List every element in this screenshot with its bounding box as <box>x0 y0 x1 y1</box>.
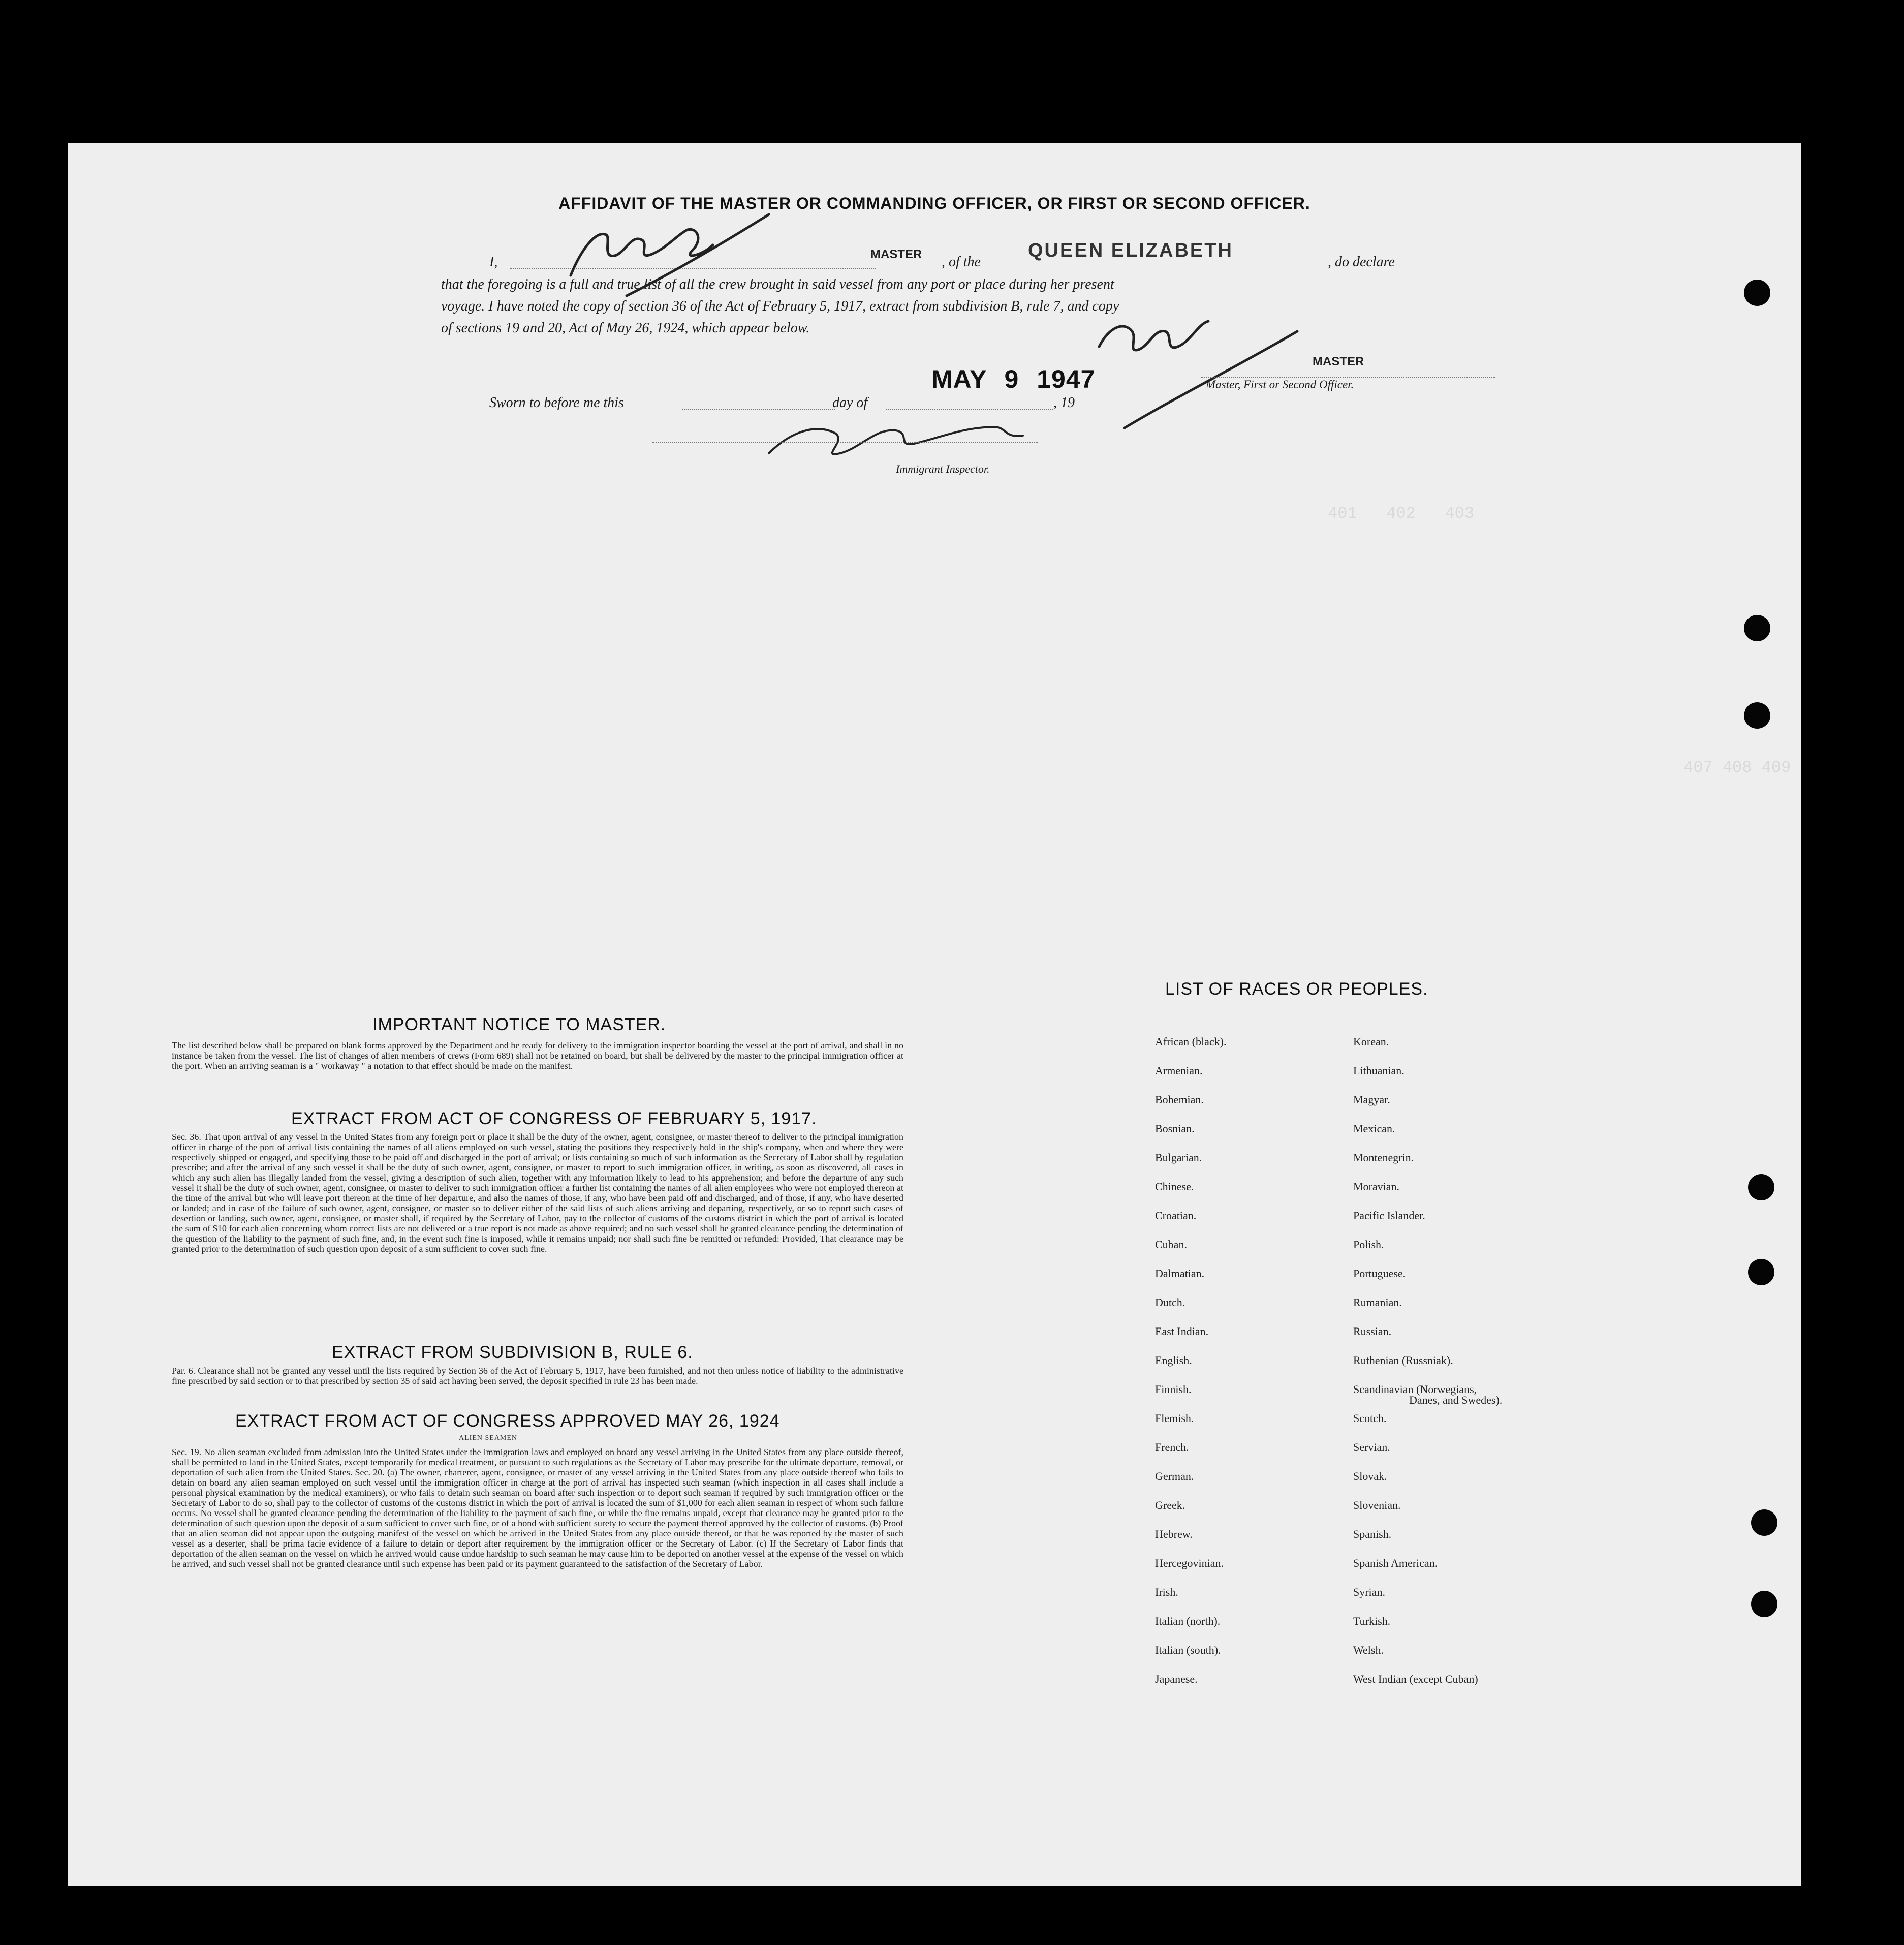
race-item: Spanish American. <box>1353 1557 1438 1569</box>
inspector-caption: Immigrant Inspector. <box>896 462 990 475</box>
race-item: Italian (north). <box>1155 1615 1221 1627</box>
race-item: Slovenian. <box>1353 1499 1401 1511</box>
race-item: African (black). <box>1155 1035 1227 1048</box>
race-item: Irish. <box>1155 1586 1178 1598</box>
race-item: Ruthenian (Russniak). <box>1353 1354 1453 1367</box>
race-item: Korean. <box>1353 1035 1389 1048</box>
race-item: Moravian. <box>1353 1180 1400 1193</box>
race-item: Chinese. <box>1155 1180 1194 1193</box>
race-item: Armenian. <box>1155 1064 1203 1077</box>
race-item: Bosnian. <box>1155 1122 1195 1135</box>
race-item: English. <box>1155 1354 1192 1367</box>
race-item: Cuban. <box>1155 1238 1187 1251</box>
race-item: Hebrew. <box>1155 1528 1193 1540</box>
extract-1924-heading: EXTRACT FROM ACT OF CONGRESS APPROVED MAY 26, 1924 <box>235 1411 780 1431</box>
race-item: Polish. <box>1353 1238 1384 1251</box>
extract-1917-heading: EXTRACT FROM ACT OF CONGRESS OF FEBRUARY 5, 1917. <box>291 1109 817 1128</box>
race-item: Portuguese. <box>1353 1267 1406 1280</box>
race-item: Welsh. <box>1353 1644 1384 1656</box>
race-item: Rumanian. <box>1353 1296 1402 1309</box>
punch-hole <box>1748 1259 1774 1285</box>
race-item: Montenegrin. <box>1353 1151 1414 1164</box>
race-item: East Indian. <box>1155 1325 1209 1338</box>
affidavit-line-3: voyage. I have noted the copy of section 36 of the Act of February 5, 1917, extract from subdivision B, rule 7, and copy <box>441 298 1119 314</box>
race-item: Scandinavian (Norwegians, <box>1353 1383 1477 1396</box>
race-item: Croatian. <box>1155 1209 1197 1222</box>
race-item: Greek. <box>1155 1499 1185 1511</box>
race-item: Syrian. <box>1353 1586 1385 1598</box>
sworn-label: Sworn to before me this <box>489 395 624 411</box>
race-item: Bulgarian. <box>1155 1151 1202 1164</box>
date-stamp <box>931 364 1095 394</box>
race-item: Hercegovinian. <box>1155 1557 1224 1569</box>
race-item: Mexican. <box>1353 1122 1395 1135</box>
race-item: Magyar. <box>1353 1093 1390 1106</box>
sworn-day-line <box>682 409 835 410</box>
race-item: Finnish. <box>1155 1383 1192 1396</box>
punch-hole <box>1744 615 1770 641</box>
inspector-signature-line <box>652 442 1038 443</box>
rank-stamp: MASTER <box>870 248 922 261</box>
race-item: German. <box>1155 1470 1194 1483</box>
race-item: Turkish. <box>1353 1615 1391 1627</box>
race-item: Spanish. <box>1353 1528 1392 1540</box>
race-item: Slovak. <box>1353 1470 1387 1483</box>
rule6-heading: EXTRACT FROM SUBDIVISION B, RULE 6. <box>332 1343 693 1362</box>
races-heading: LIST OF RACES OR PEOPLES. <box>1165 979 1428 999</box>
punch-hole <box>1744 702 1770 729</box>
extract-1924-subheading: ALIEN SEAMEN <box>459 1434 518 1442</box>
affidavit-line-2: that the foregoing is a full and true list of all the crew brought in said vessel from any port or place during her present <box>441 276 1114 292</box>
inspector-signature <box>759 413 1043 469</box>
race-item: Dalmatian. <box>1155 1267 1205 1280</box>
punch-hole <box>1751 1591 1777 1617</box>
race-item: West Indian (except Cuban) <box>1353 1673 1478 1685</box>
race-item: French. <box>1155 1441 1189 1454</box>
master-signature <box>550 199 794 301</box>
race-scandinavian-continued: Danes, and Swedes). <box>1409 1394 1503 1406</box>
race-item: Dutch. <box>1155 1296 1185 1309</box>
date-stamp-year: 1947 <box>1037 365 1096 393</box>
race-item: Italian (south). <box>1155 1644 1221 1656</box>
officer-signature <box>1084 306 1318 433</box>
extract-1924-body: Sec. 19. No alien seaman excluded from admission into the United States under the immigration laws and employed on board any vessel arriving in the United States from any place outside thereof, shall be permitted to land in the United States, except temporarily for medical treatment, or pursuant to such regulations as the Secretary of Labor may prescribe for the ultimate departure, removal, or deportation of such alien from the United States. Sec. 20. (a) The owner, charterer, agent, consignee, or master of any vessel arriving in the United States from any place outside thereof who fails to detain on board any alien seaman employed on such vessel until the immigration officer in charge at the port of arrival has inspected such seaman (which inspection in all cases shall include a personal physical examination by the medical examiners), or who fails to detain such seaman on board after such inspection or to deport such seaman if required by such immigration officer or the Secretary of Labor to do so, shall pay to the collector of customs of the customs district in which the port of arrival is located the sum of $1,000 for each alien seaman in respect of whom such failure occurs. No vessel shall be granted clearance pending the determination of the liability to the payment of such fine, or while the fine remains unpaid, except that clearance may be granted prior to the determination of such question upon the deposit of a sum sufficient to cover such fine, or of a bond with sufficient surety to secure the payment thereof approved by the collector of customs. (b) Proof that an alien seaman did not appear upon the outgoing manifest of the vessel on which he arrived in the United States from any place outside thereof, or that he was reported by the master of such vessel as a deserter, shall be prima facie evidence of a failure to detain or deport after requirement by the immigration officer or the Secretary of Labor. (c) If the Secretary of Labor finds that deportation of the alien seaman on the vessel on which he arrived would cause undue hardship to such seaman he may cause him to be deported on another vessel at the expense of the vessel on which he arrived, and such vessel shall not be granted clearance until such expense has been paid or its payment guaranteed to the satisfaction of the Secretary of Labor. <box>172 1447 903 1569</box>
race-item: Pacific Islander. <box>1353 1209 1425 1222</box>
extract-1917-body: Sec. 36. That upon arrival of any vessel in the United States from any foreign port or place it shall be the duty of the owner, agent, consignee, or master thereof to deliver to the principal immigration officer in charge of the port of arrival lists containing the names of all aliens employed on such vessel, stating the positions they respectively hold in the ship's company, when and where they were respectively shipped or engaged, and specifying those to be paid off and discharged in the port of arrival; or lists containing so much of such information as the Secretary of Labor shall by regulation prescribe; and after the arrival of any such vessel it shall be the duty of such owner, agent, consignee, or master to report to such immigration officer, in writing, as soon as discovered, all cases in which any such alien has illegally landed from the vessel, giving a description of such alien, together with any information likely to lead to his apprehension; and before the departure of any such vessel it shall be the duty of such owner, agent, consignee, or master to deliver to such immigration officer a further list containing the names of all alien employees who were not employed thereon at the time of the arrival but who will leave port thereon at the time of her departure, and also the names of those, if any, who have been paid off and discharged, and of those, if any, who have deserted or landed; and in case of the failure of such owner, agent, consignee, or master so to deliver either of the said lists of such aliens arriving and departing, respectively, or so to report such cases of desertion or landing, such owner, agent, consignee, or master shall, if required by the Secretary of Labor, pay to the collector of customs of the customs district in which the port of arrival is located the sum of $10 for each alien concerning whom correct lists are not delivered or a true report is not made as above required; and no such vessel shall be granted clearance pending the determination of the question of the liability to the payment of such fine, and, in the event such fine is imposed, while it remains unpaid; nor shall such fine be remitted or refunded: Provided, That clearance may be granted prior to the determination of such question upon deposit of a sum sufficient to cover such fine. <box>172 1132 903 1254</box>
master-caption: Master, First or Second Officer. <box>1206 378 1354 391</box>
date-stamp-day: 9 <box>1004 365 1019 393</box>
ghost-text: 401 402 403 <box>1328 504 1475 523</box>
race-item: Japanese. <box>1155 1673 1198 1685</box>
sworn-month-line <box>886 409 1053 410</box>
affidavit-line-4: of sections 19 and 20, Act of May 26, 1924, which appear below. <box>441 320 810 336</box>
punch-hole <box>1751 1509 1777 1536</box>
affidavit-i-label: I, <box>489 254 498 270</box>
document-page <box>68 143 1801 1886</box>
date-stamp-month: MAY <box>931 365 987 393</box>
race-item: Lithuanian. <box>1353 1064 1404 1077</box>
race-item: Bohemian. <box>1155 1093 1204 1106</box>
vessel-name-stamp: QUEEN ELIZABETH <box>1028 240 1233 261</box>
affidavit-heading: AFFIDAVIT OF THE MASTER OR COMMANDING OFFICER, OR FIRST OR SECOND OFFICER. <box>558 194 1310 212</box>
punch-hole <box>1748 1174 1774 1200</box>
master-stamp: MASTER <box>1313 355 1364 368</box>
punch-hole <box>1744 280 1770 306</box>
race-item: Russian. <box>1353 1325 1392 1338</box>
rule6-body: Par. 6. Clearance shall not be granted any vessel until the lists required by Section 36 of the Act of February 5, 1917, have been furnished, and not then unless notice of liability to the administrative fine prescribed by said section or to that prescribed by section 35 of said act having been served, the deposit specified in rule 23 has been made. <box>172 1366 903 1386</box>
notice-body: The list described below shall be prepared on blank forms approved by the Department and be ready for delivery to the immigration inspector boarding the vessel at the port of arrival, and shall in no instance be taken from the vessel. The list of changes of alien members of crews (Form 689) shall not be retained on board, but shall be delivered by the master to the principal immigration officer at the port. When an arriving seaman is a " workaway " a notation to that effect should be made on the manifest. <box>172 1040 903 1071</box>
do-declare-label: , do declare <box>1328 254 1395 270</box>
notice-heading: IMPORTANT NOTICE TO MASTER. <box>372 1015 666 1034</box>
of-the-label: , of the <box>942 254 981 270</box>
race-item: Servian. <box>1353 1441 1390 1454</box>
race-item: Scotch. <box>1353 1412 1387 1425</box>
ghost-text: 407 408 409 <box>1683 758 1791 777</box>
day-of-label: day of <box>832 395 868 411</box>
race-item: Flemish. <box>1155 1412 1194 1425</box>
year-label: , 19 <box>1053 395 1075 411</box>
